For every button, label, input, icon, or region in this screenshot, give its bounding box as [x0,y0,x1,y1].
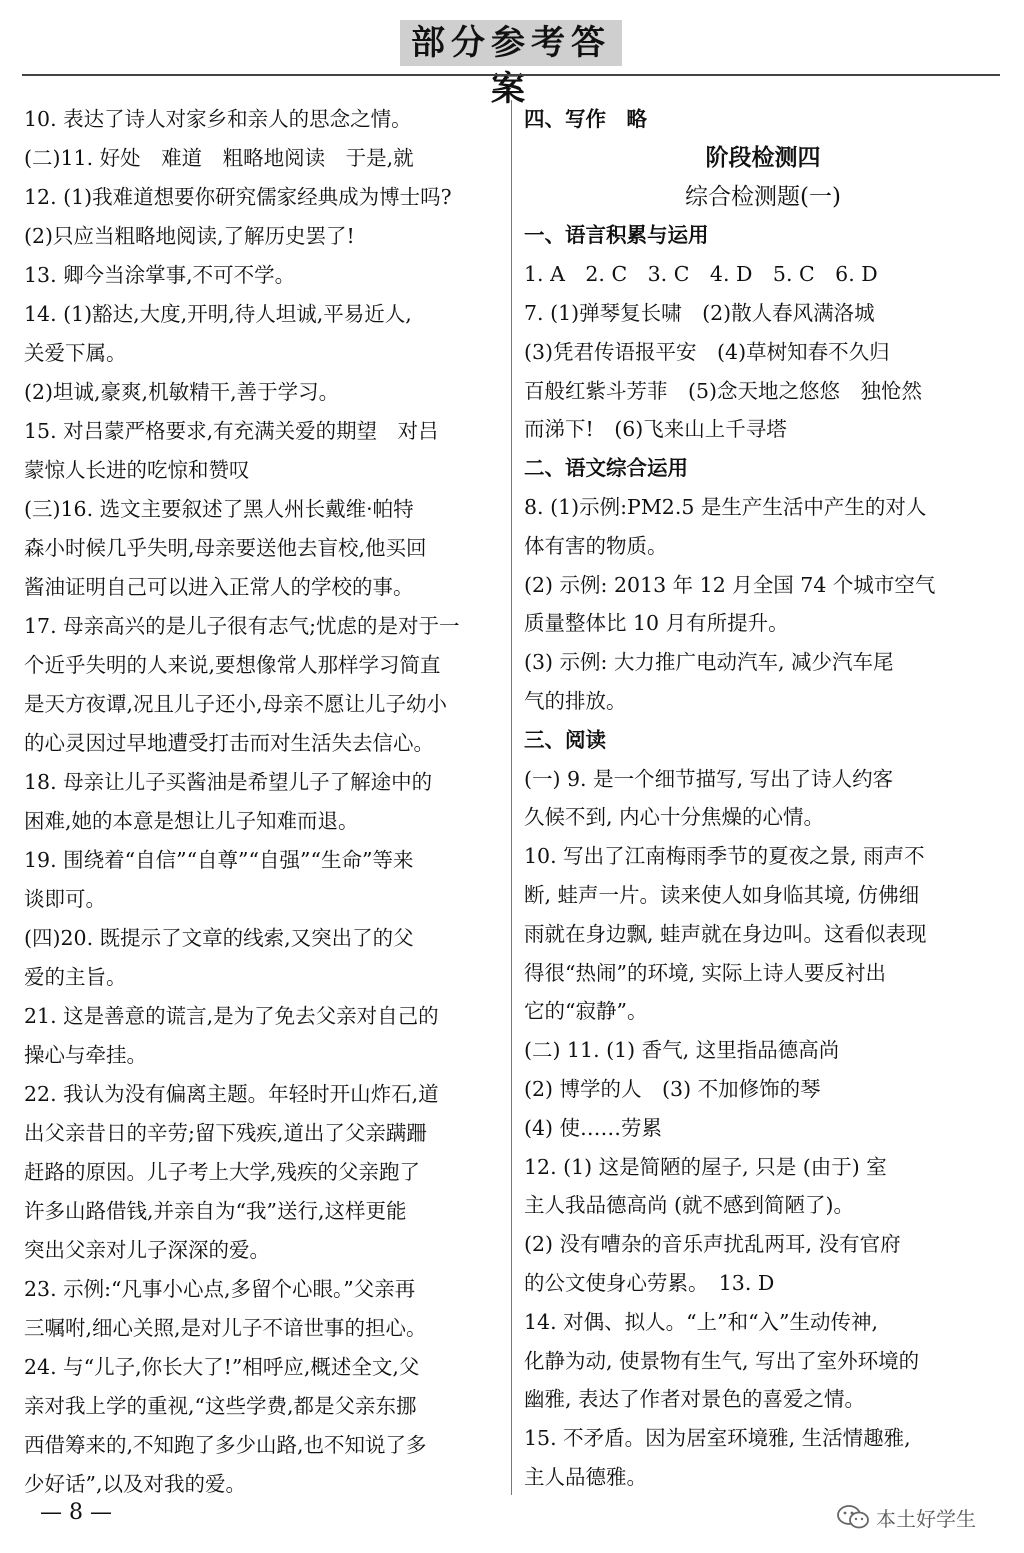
text-line: 14. (1)豁达,大度,开明,待人坦诚,平易近人, [24,302,412,326]
section-3-lines [524,760,1002,1497]
text-line: 气的排放。 [524,688,627,713]
text-line: 的公文使身心劳累。 13. D [524,1270,775,1295]
writing-answer: 四、写作 略 [524,107,647,131]
text-line: 谈即可。 [24,887,106,911]
text-line: 是天方夜谭,况且儿子还小,母亲不愿让儿子幼小 [24,692,448,716]
text-line: 1. A 2. C 3. C 4. D 5. C 6. D [524,262,878,287]
text-line: 出父亲昔日的辛劳;留下残疾,道出了父亲蹒跚 [24,1121,427,1145]
text-line: (一) 9. 是一个细节描写, 写出了诗人约客 [524,766,894,791]
text-line: (二)11. 好处 难道 粗略地阅读 于是,就 [24,146,414,170]
exam-title: 综合检测题(一) [685,183,841,210]
text-line: 10. 表达了诗人对家乡和亲人的思念之情。 [24,107,412,131]
text-line: 12. (1)我难道想要你研究儒家经典成为博士吗? [24,185,452,209]
text-line: 困难,她的本意是想让儿子知难而退。 [24,809,359,833]
text-line: 幽雅, 表达了作者对景色的喜爱之情。 [524,1387,866,1412]
wechat-icon [836,1504,870,1530]
text-line: (2) 示例: 2013 年 12 月全国 74 个城市空气 [524,572,936,597]
section-1-lines [524,255,1002,449]
text-line: 久候不到, 内心十分焦燥的心情。 [524,805,825,830]
text-line: (3)凭君传语报平安 (4)草树知春不久归 [524,339,890,364]
text-line: (2) 没有嘈杂的音乐声扰乱两耳, 没有官府 [524,1232,901,1257]
text-line: 蒙惊人长进的吃惊和赞叹 [24,458,250,482]
text-line: 突出父亲对儿子深深的爱。 [24,1238,270,1262]
header-rule [22,74,1000,76]
text-line: 15. 不矛盾。因为居室环境雅, 生活情趣雅, [524,1426,911,1451]
stage-title: 阶段检测四 [705,144,821,171]
right-column [524,100,1002,1497]
text-line: (四)20. 既提示了文章的线索,又突出了的父 [24,926,414,950]
text-line: 雨就在身边飘, 蛙声就在身边叫。这看似表现 [524,921,927,946]
text-line: 森小时候几乎失明,母亲要送他去盲校,他买回 [24,536,427,560]
text-line: 8. (1)示例:PM2.5 是生产生活中产生的对人 [524,494,927,519]
text-line: 百般红紫斗芳菲 (5)念天地之悠悠 独怆然 [524,378,923,403]
text-line: 21. 这是善意的谎言,是为了免去父亲对自己的 [24,1004,439,1028]
text-line: (4) 使……劳累 [524,1115,663,1140]
text-line: 得很“热闹”的环境, 实际上诗人要反衬出 [524,960,886,985]
text-line: 18. 母亲让儿子买酱油是希望儿子了解途中的 [24,770,433,794]
section-heading-2: 二、语文综合运用 [524,456,688,481]
column-divider [511,100,512,1495]
text-line: 主人品德雅。 [524,1464,647,1489]
text-line: (2) 博学的人 (3) 不加修饰的琴 [524,1076,821,1101]
text-line: 亲对我上学的重视,“这些学费,都是父亲东挪 [24,1394,417,1418]
left-column [24,100,502,1504]
text-line: 12. (1) 这是简陋的屋子, 只是 (由于) 室 [524,1154,887,1179]
text-line: 关爱下属。 [24,341,127,365]
text-line: (3) 示例: 大力推广电动汽车, 减少汽车尾 [524,650,894,675]
text-line: 三嘱咐,细心关照,是对儿子不谙世事的担心。 [24,1316,427,1340]
text-line: (2)坦诚,豪爽,机敏精干,善于学习。 [24,380,340,404]
text-line: 个近乎失明的人来说,要想像常人那样学习简直 [24,653,441,677]
text-line: 22. 我认为没有偏离主题。年轻时开山炸石,道 [24,1082,439,1106]
section-2-lines [524,488,1002,721]
watermark [836,1497,976,1537]
page-number: — 8 — [40,1500,112,1525]
text-line: 14. 对偶、拟人。“上”和“入”生动传神, [524,1309,879,1334]
text-line: (二) 11. (1) 香气, 这里指品德高尚 [524,1038,840,1063]
text-line: (三)16. 选文主要叙述了黑人州长戴维·帕特 [24,497,414,521]
section-heading-1: 一、语言积累与运用 [524,223,709,248]
text-line: 17. 母亲高兴的是儿子很有志气;忧虑的是对于一 [24,614,460,638]
text-line: 24. 与“儿子,你长大了!”相呼应,概述全文,父 [24,1355,420,1379]
text-line: 许多山路借钱,并亲自为“我”送行,这样更能 [24,1199,407,1223]
text-line: 10. 写出了江南梅雨季节的夏夜之景, 雨声不 [524,844,925,869]
text-line: 操心与牵挂。 [24,1043,147,1067]
text-line: 而涕下! (6)飞来山上千寻塔 [524,417,787,442]
text-line: 酱油证明自己可以进入正常人的学校的事。 [24,575,414,599]
text-line: 它的“寂静”。 [524,999,648,1024]
text-line: 化静为动, 使景物有生气, 写出了室外环境的 [524,1348,920,1373]
watermark-text: 本土好学生 [876,1506,976,1531]
text-line: (2)只应当粗略地阅读,了解历史罢了! [24,224,355,248]
text-line: 13. 卿今当涂掌事,不可不学。 [24,263,296,287]
page-title: 部分参考答案 [400,20,622,66]
text-line: 体有害的物质。 [524,533,668,558]
text-line: 少好话”,以及对我的爱。 [24,1472,246,1496]
text-line: 爱的主旨。 [24,965,127,989]
section-heading-3: 三、阅读 [524,727,606,752]
text-line: 质量整体比 10 月有所提升。 [524,611,789,636]
text-line: 15. 对吕蒙严格要求,有充满关爱的期望 对吕 [24,419,439,443]
text-line: 23. 示例:“凡事小心点,多留个心眼。”父亲再 [24,1277,416,1301]
text-line: 19. 围绕着“自信”“自尊”“自强”“生命”等来 [24,848,414,872]
text-line: 的心灵因过早地遭受打击而对生活失去信心。 [24,731,434,755]
text-line: 断, 蛙声一片。读来使人如身临其境, 仿佛细 [524,882,920,907]
text-line: 7. (1)弹琴复长啸 (2)散人春风满洛城 [524,300,875,325]
text-line: 主人我品德高尚 (就不感到简陋了)。 [524,1193,855,1218]
text-line: 赶路的原因。儿子考上大学,残疾的父亲跑了 [24,1160,421,1184]
text-line: 西借筹来的,不知跑了多少山路,也不知说了多 [24,1433,427,1457]
